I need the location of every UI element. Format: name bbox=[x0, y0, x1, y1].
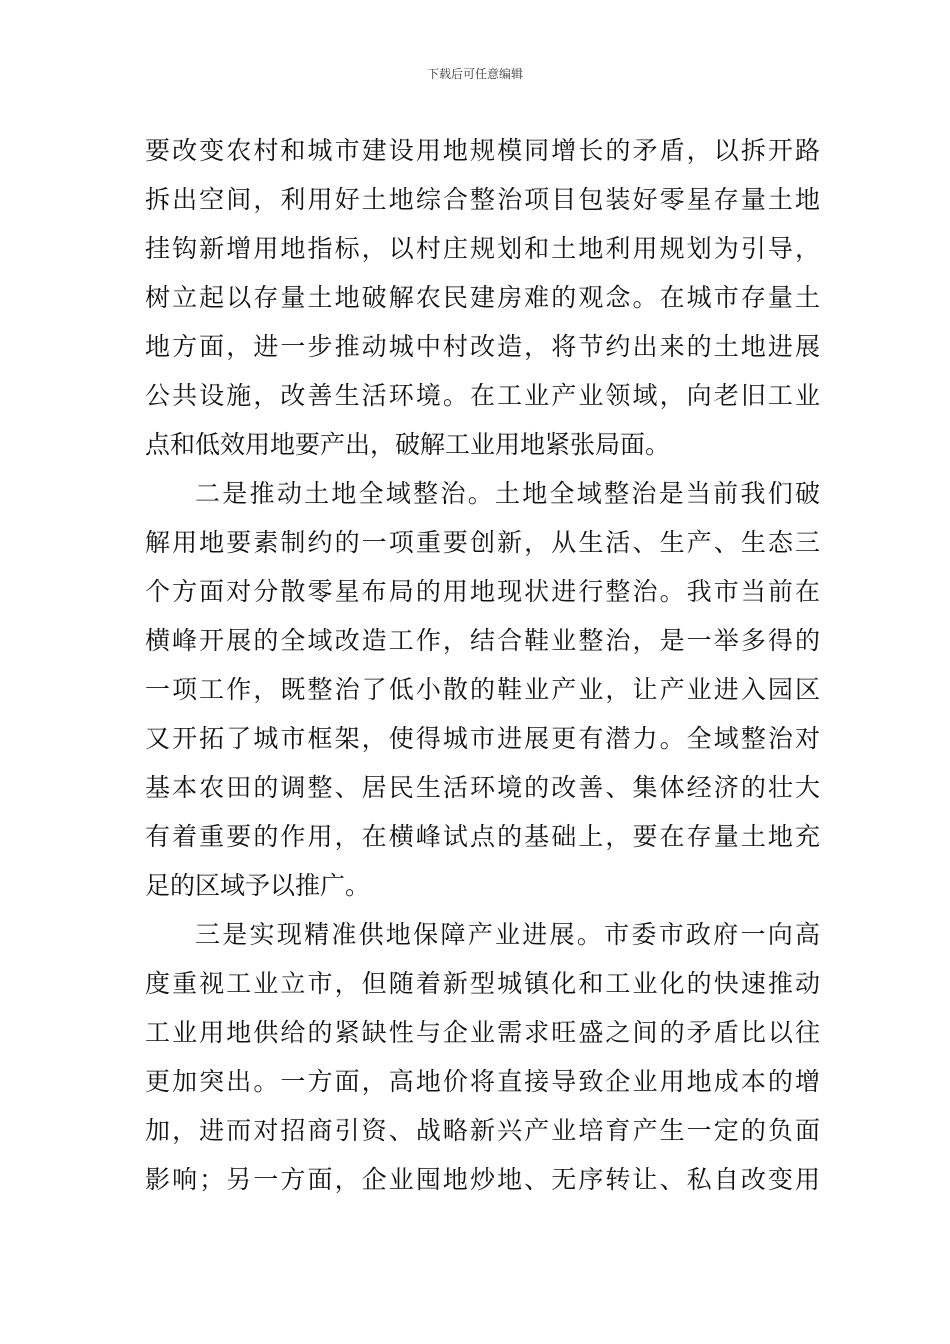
body-text bbox=[145, 126, 820, 1204]
text-line: 度重视工业立市，但随着新型城镇化和工业化的快速推动 bbox=[145, 969, 820, 998]
text-line: 又开拓了城市框架，使得城市进展更有潜力。全域整治对 bbox=[145, 724, 820, 753]
text-line: 足的区域予以推广。 bbox=[145, 871, 371, 900]
text-line: 解用地要素制约的一项重要创新，从生活、生产、生态三 bbox=[145, 528, 820, 557]
text-line: 工业用地供给的紧缺性与企业需求旺盛之间的矛盾比以往 bbox=[145, 1018, 820, 1047]
text-line: 挂钩新增用地指标，以村庄规划和土地利用规划为引导， bbox=[145, 234, 820, 263]
text-line: 三是实现精准供地保障产业进展。市委市政府一向高 bbox=[195, 920, 820, 949]
text-line: 一项工作，既整治了低小散的鞋业产业，让产业进入园区 bbox=[145, 675, 820, 704]
text-line: 地方面，进一步推动城中村改造，将节约出来的土地进展 bbox=[145, 332, 820, 361]
page-header: 下载后可任意编辑 bbox=[426, 67, 523, 81]
text-line: 影响；另一方面，企业囤地炒地、无序转让、私自改变用 bbox=[145, 1165, 820, 1194]
text-line: 树立起以存量土地破解农民建房难的观念。在城市存量土 bbox=[145, 283, 820, 312]
text-line: 个方面对分散零星布局的用地现状进行整治。我市当前在 bbox=[145, 577, 820, 606]
text-line: 有着重要的作用，在横峰试点的基础上，要在存量土地充 bbox=[145, 822, 820, 851]
text-line: 更加突出。一方面，高地价将直接导致企业用地成本的增 bbox=[145, 1067, 820, 1096]
text-line: 基本农田的调整、居民生活环境的改善、集体经济的壮大 bbox=[145, 773, 820, 802]
text-line: 二是推动土地全域整治。土地全域整治是当前我们破 bbox=[195, 479, 820, 508]
text-line: 拆出空间，利用好土地综合整治项目包装好零星存量土地 bbox=[145, 185, 820, 214]
text-line: 公共设施，改善生活环境。在工业产业领域，向老旧工业 bbox=[145, 381, 820, 410]
text-line: 点和低效用地要产出，破解工业用地紧张局面。 bbox=[145, 430, 671, 459]
text-line: 加，进而对招商引资、战略新兴产业培育产生一定的负面 bbox=[145, 1116, 820, 1145]
text-line: 要改变农村和城市建设用地规模同增长的矛盾，以拆开路 bbox=[145, 136, 820, 165]
text-line: 横峰开展的全域改造工作，结合鞋业整治，是一举多得的 bbox=[145, 626, 820, 655]
